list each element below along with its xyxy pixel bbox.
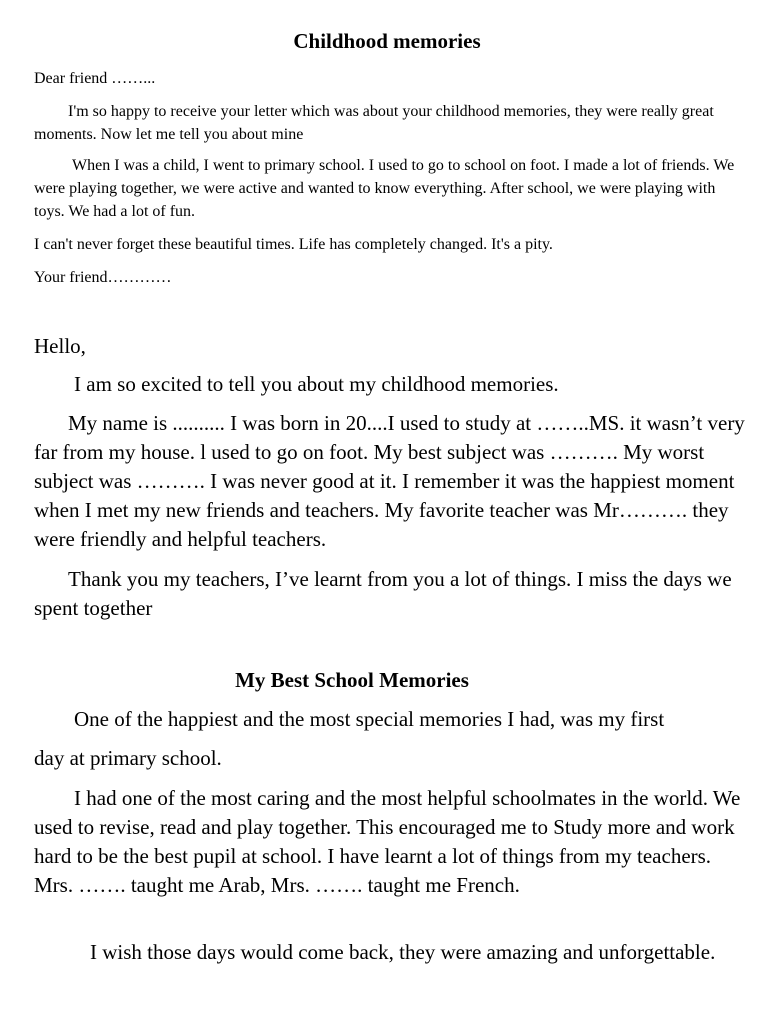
letter1-paragraph-2: When I was a child, I went to primary school. I used to go to school on foot. I made a lot of friends. We were playing together, we were active and wanted to know everything. After school, we were playing with toys. We had a lot of fun. <box>34 157 735 220</box>
essay-paragraph-3: I wish those days would come back, they were amazing and unforgettable. <box>90 940 716 964</box>
letter1-greeting: Dear friend ……... <box>34 70 156 87</box>
letter2-paragraph-3: Thank you my teachers, I’ve learnt from you a lot of things. I miss the days we spent together <box>34 567 732 620</box>
letter2-paragraph-2: My name is .......... I was born in 20....I used to study at ……..MS. it wasn’t very far from my house. l used to go on foot. My best subject was ………. My worst subject was ………. I was never good at it. I remember it was the happiest moment when I met my new friends and teachers. My favorite teacher was Mr………. they were friendly and helpful teachers. <box>34 411 745 551</box>
title-best-school-memories: My Best School Memories <box>235 668 469 692</box>
essay-paragraph-1: One of the happiest and the most special memories I had, was my first <box>74 707 665 731</box>
title-childhood-memories: Childhood memories <box>293 29 481 53</box>
essay-paragraph-1-continued: day at primary school. <box>34 746 222 770</box>
letter1-paragraph-1: I'm so happy to receive your letter which was about your childhood memories, they were really great moments. Now let me tell you about mine <box>34 103 714 143</box>
letter1-paragraph-3: I can't never forget these beautiful times. Life has completely changed. It's a pity. <box>34 236 553 253</box>
letter1-closing: Your friend………… <box>34 269 172 286</box>
letter2-greeting: Hello, <box>34 334 86 358</box>
letter2-paragraph-1: I am so excited to tell you about my childhood memories. <box>74 372 559 396</box>
essay-paragraph-2: I had one of the most caring and the most helpful schoolmates in the world. We used to revise, read and play together. This encouraged me to Study more and work hard to be the best pupil at school. I have learnt a lot of things from my teachers. Mrs. ……. taught me Arab, Mrs. ……. taught me French. <box>34 786 741 897</box>
